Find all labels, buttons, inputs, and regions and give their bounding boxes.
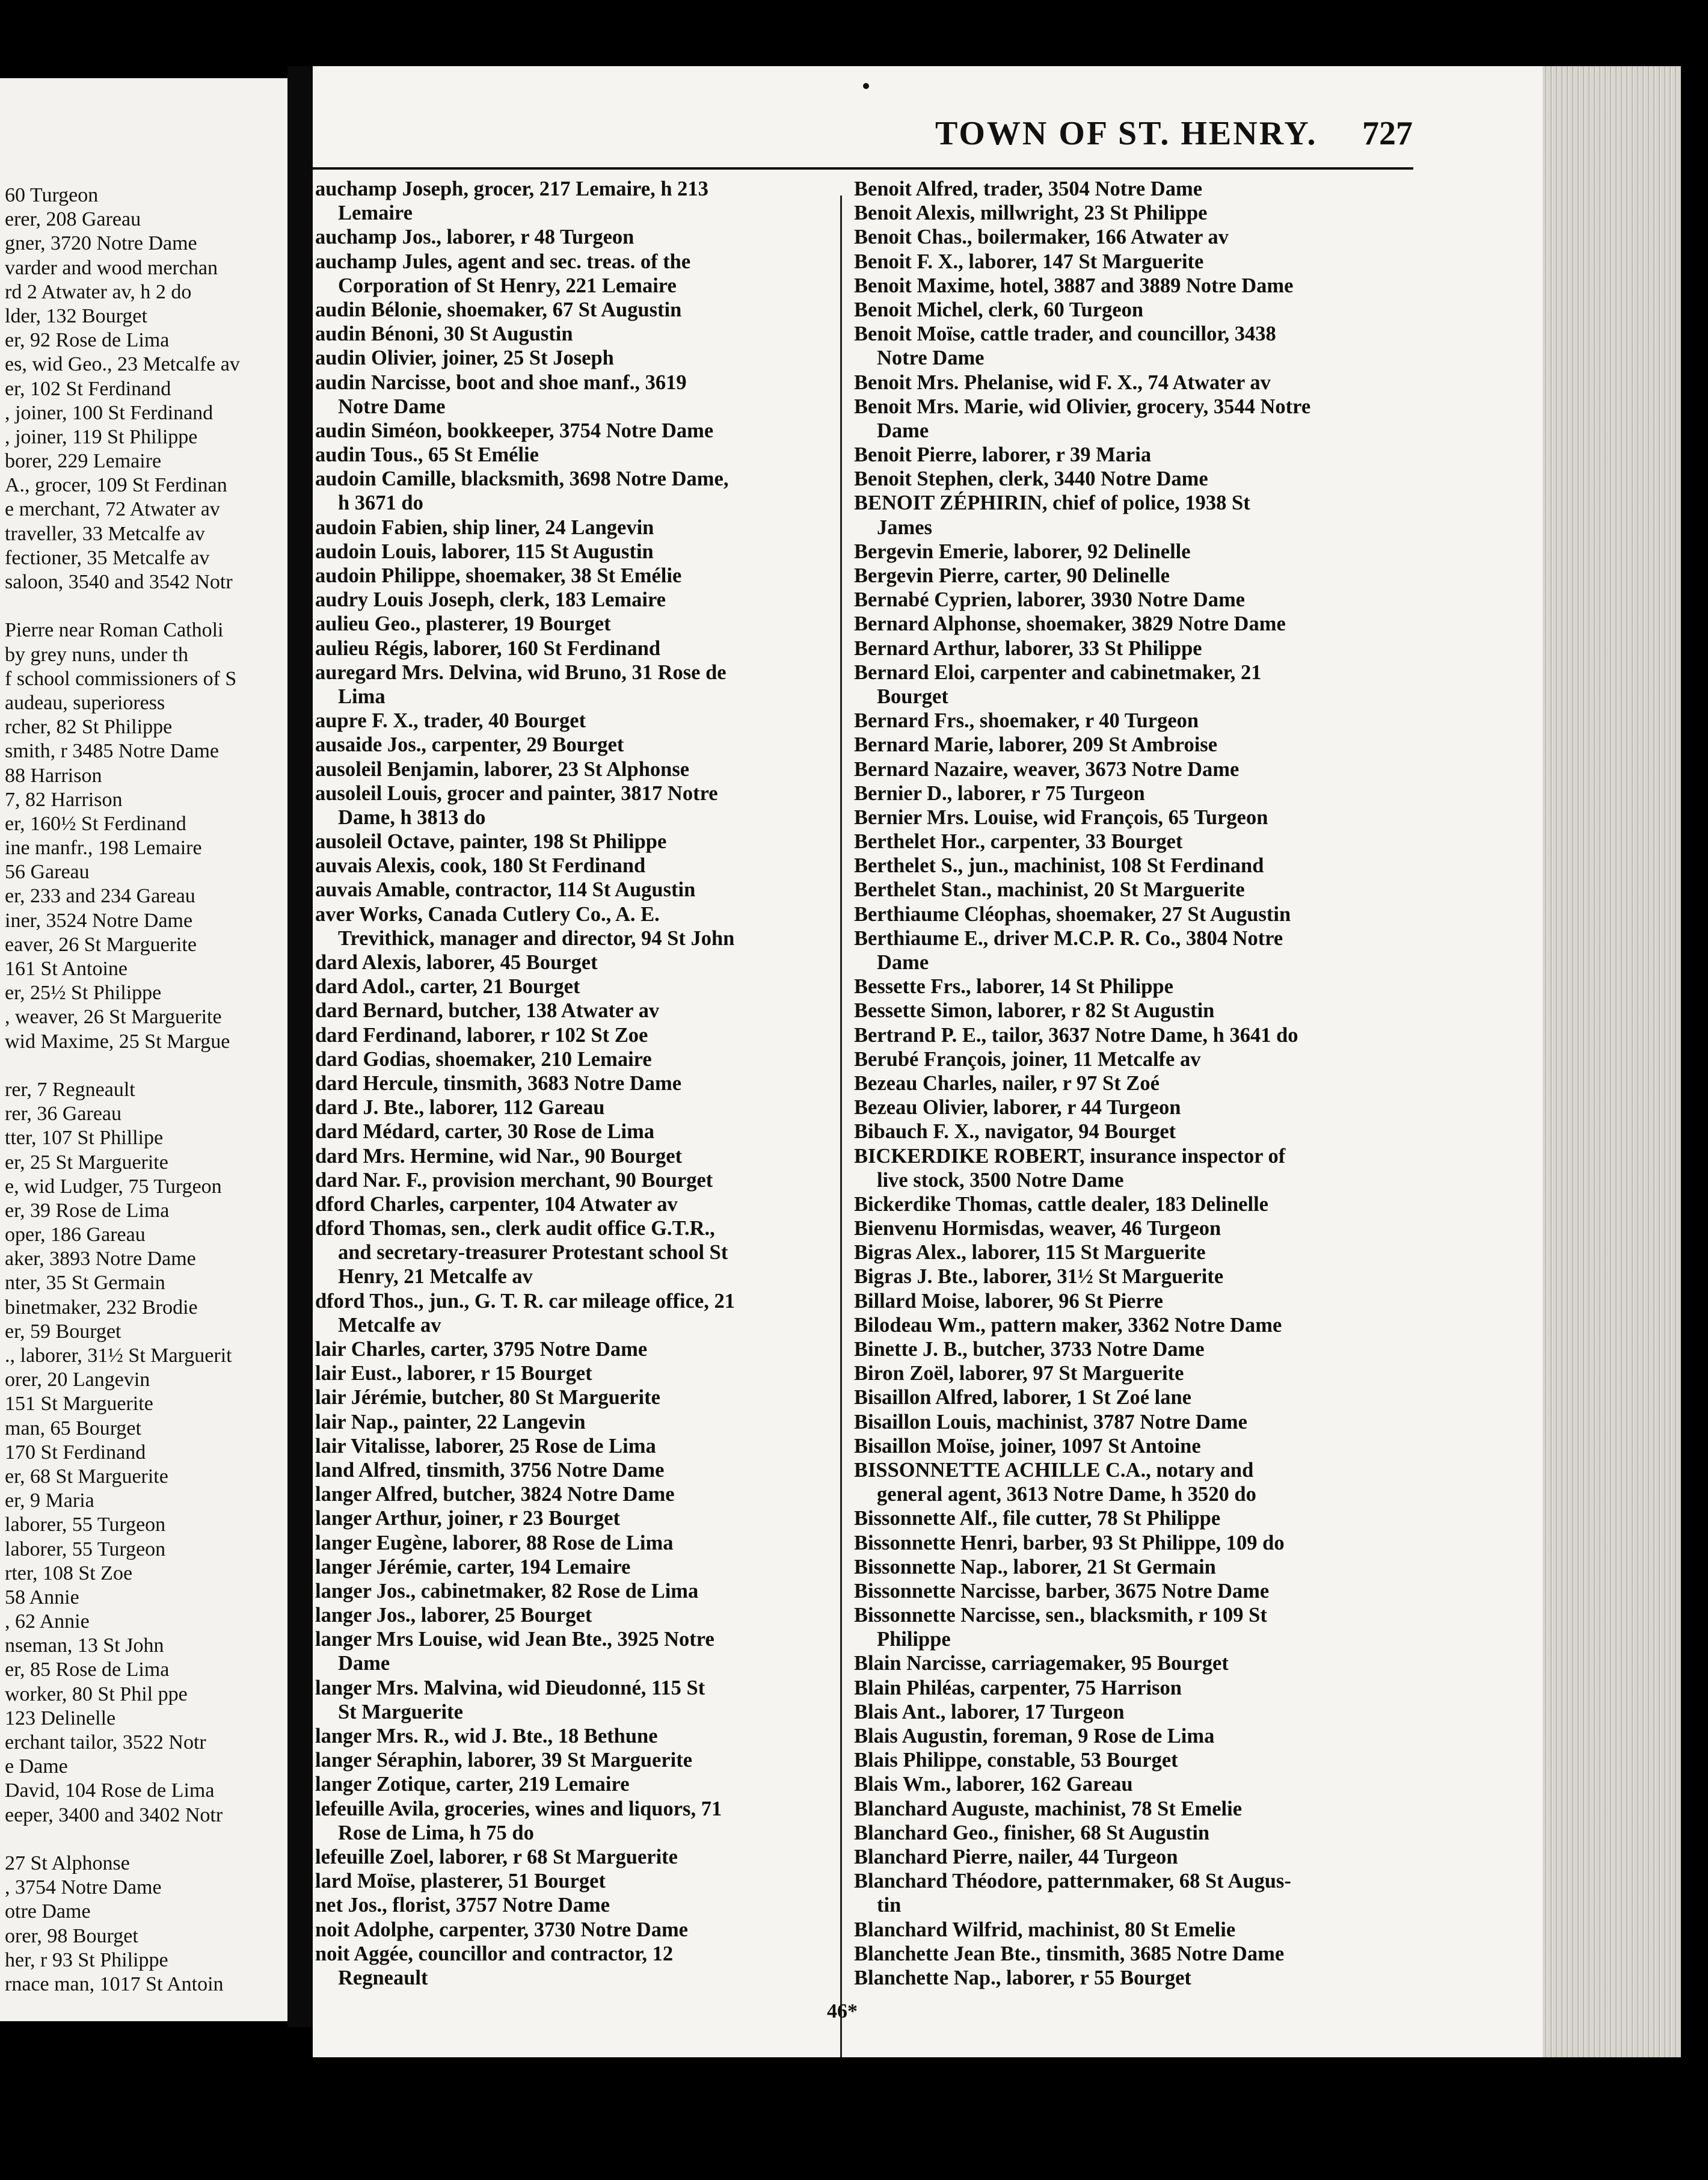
directory-entry-line: 60 Turgeon <box>5 184 99 206</box>
directory-entry-line: er, 59 Bourget <box>5 1320 121 1343</box>
directory-entry-line: laborer, 55 Turgeon <box>5 1513 166 1536</box>
directory-entry-line: er, 102 St Ferdinand <box>5 377 171 400</box>
directory-entry-line: lair Nap., painter, 22 Langevin <box>315 1410 586 1433</box>
directory-entry-line: Notre Dame <box>877 346 985 370</box>
directory-entry-line: Blanchard Auguste, machinist, 78 St Emelie <box>854 1797 1243 1820</box>
directory-entry-line: Benoit Pierre, laborer, r 39 Maria <box>854 443 1152 467</box>
directory-entry-line: A., grocer, 109 St Ferdinan <box>5 474 227 497</box>
directory-entry-line: tin <box>877 1894 902 1917</box>
directory-entry-line: Bernabé Cyprien, laborer, 3930 Notre Dame <box>854 588 1245 612</box>
directory-entry-line: gner, 3720 Notre Dame <box>5 232 197 255</box>
directory-entry-line: James <box>877 516 932 539</box>
directory-entry-line: audin Siméon, bookkeeper, 3754 Notre Dame <box>315 419 714 442</box>
directory-entry-line: eaver, 26 St Marguerite <box>5 933 197 956</box>
directory-entry-line: iner, 3524 Notre Dame <box>5 909 193 932</box>
directory-entry-line: Berthelet Hor., carpenter, 33 Bourget <box>854 830 1183 854</box>
print-dot <box>863 83 869 89</box>
directory-entry-line: Bernard Eloi, carpenter and cabinetmaker, 21 <box>854 660 1262 684</box>
directory-entry-line: Bessette Frs., laborer, 14 St Philippe <box>854 975 1173 999</box>
directory-entry-line: nter, 35 St Germain <box>5 1272 165 1295</box>
header-rule <box>313 167 1413 170</box>
directory-entry-line: Blanchette Nap., laborer, r 55 Bourget <box>854 1966 1191 1989</box>
directory-entry-line: aulieu Régis, laborer, 160 St Ferdinand <box>315 636 661 660</box>
directory-entry-line: orer, 20 Langevin <box>5 1369 150 1391</box>
directory-entry-line: dard Alexis, laborer, 45 Bourget <box>315 951 598 974</box>
directory-entry-line: e merchant, 72 Atwater av <box>5 498 220 521</box>
directory-entry-line: Lima <box>338 685 386 708</box>
directory-entry-line: langer Mrs. Malvina, wid Dieudonné, 115 St <box>315 1676 705 1699</box>
directory-entry-line: audin Olivier, joiner, 25 St Joseph <box>315 346 614 370</box>
directory-entry-line: langer Jos., cabinetmaker, 82 Rose de Lima <box>315 1579 699 1603</box>
directory-entry-line: er, 233 and 234 Gareau <box>5 885 195 908</box>
directory-entry-line: her, r 93 St Philippe <box>5 1948 168 1971</box>
directory-entry-line: Henry, 21 Metcalfe av <box>338 1265 533 1289</box>
directory-entry-line: Bissonnette Nap., laborer, 21 St Germain <box>854 1555 1216 1578</box>
directory-entry-line: auregard Mrs. Delvina, wid Bruno, 31 Rose de <box>315 660 727 684</box>
directory-entry-line: Pierre near Roman Catholi <box>5 619 224 642</box>
directory-entry-line: , joiner, 100 St Ferdinand <box>5 401 214 424</box>
directory-entry-line: f school commissioners of S <box>5 667 237 690</box>
directory-entry-line: langer Alfred, butcher, 3824 Notre Dame <box>315 1483 675 1506</box>
directory-entry-line: Bilodeau Wm., pattern maker, 3362 Notre Dame <box>854 1313 1282 1337</box>
directory-entry-line: 27 St Alphonse <box>5 1852 130 1874</box>
directory-entry-line: , 3754 Notre Dame <box>5 1876 162 1899</box>
directory-entry-line: dford Thos., jun., G. T. R. car mileage office, 21 <box>315 1289 735 1313</box>
directory-entry-line: er, 25½ St Philippe <box>5 982 162 1005</box>
directory-entry-line: Berthiaume Cléophas, shoemaker, 27 St Augustin <box>854 902 1291 926</box>
directory-entry-line: 88 Harrison <box>5 764 102 787</box>
directory-entry-line: Binette J. B., butcher, 3733 Notre Dame <box>854 1338 1205 1361</box>
directory-entry-line: smith, r 3485 Notre Dame <box>5 740 219 763</box>
directory-entry-line: Philippe <box>877 1628 951 1651</box>
directory-entry-line: Bergevin Emerie, laborer, 92 Delinelle <box>854 540 1191 563</box>
directory-entry-line: Blanchard Théodore, patternmaker, 68 St Augus- <box>854 1870 1291 1893</box>
directory-entry-line: audin Bélonie, shoemaker, 67 St Augustin <box>315 298 682 321</box>
directory-entry-line: auvais Amable, contractor, 114 St Augustin <box>315 878 696 902</box>
directory-entry-line: Benoit Alexis, millwright, 23 St Philippe <box>854 202 1208 225</box>
page-stack-edge <box>1543 66 1681 2057</box>
column-divider <box>840 196 842 2057</box>
directory-entry-line: otre Dame <box>5 1900 91 1923</box>
directory-entry-line: traveller, 33 Metcalfe av <box>5 522 205 545</box>
directory-entry-line: dard Médard, carter, 30 Rose de Lima <box>315 1120 655 1144</box>
directory-entry-line: Dame <box>338 1652 390 1675</box>
directory-entry-line: Regneault <box>338 1966 428 1989</box>
directory-entry-line: and secretary-treasurer Protestant school St <box>338 1241 728 1264</box>
directory-entry-line: langer Zotique, carter, 219 Lemaire <box>315 1773 630 1796</box>
directory-entry-line: Bibauch F. X., navigator, 94 Bourget <box>854 1120 1176 1144</box>
directory-entry-line: rter, 108 St Zoe <box>5 1562 133 1584</box>
directory-entry-line: e Dame <box>5 1755 68 1778</box>
directory-entry-line: varder and wood merchan <box>5 256 218 279</box>
directory-entry-line: Bissonnette Narcisse, sen., blacksmith, r 109 St <box>854 1604 1267 1627</box>
directory-entry-line: general agent, 3613 Notre Dame, h 3520 do <box>877 1483 1256 1506</box>
directory-entry-line: h 3671 do <box>338 491 423 515</box>
directory-entry-line: lair Vitalisse, laborer, 25 Rose de Lima <box>315 1434 656 1458</box>
directory-entry-line: BENOIT ZÉPHIRIN, chief of police, 1938 St <box>854 491 1250 515</box>
directory-entry-line: dard Hercule, tinsmith, 3683 Notre Dame <box>315 1071 682 1095</box>
left-page-column <box>5 183 287 1997</box>
directory-column-1 <box>315 177 844 1990</box>
directory-entry-line: erchant tailor, 3522 Notr <box>5 1731 206 1754</box>
directory-entry-line: , 62 Annie <box>5 1610 90 1633</box>
directory-entry-line: man, 65 Bourget <box>5 1417 141 1439</box>
directory-entry-line: Benoit Mrs. Phelanise, wid F. X., 74 Atwater av <box>854 371 1271 394</box>
directory-entry-line: Lemaire <box>338 202 413 225</box>
directory-entry-line: eeper, 3400 and 3402 Notr <box>5 1803 223 1826</box>
directory-entry-line: dard Ferdinand, laborer, r 102 St Zoe <box>315 1023 648 1047</box>
directory-entry-line: ausoleil Octave, painter, 198 St Philippe <box>315 830 667 854</box>
directory-entry-line: dard Nar. F., provision merchant, 90 Bourget <box>315 1168 713 1192</box>
directory-entry-line: Bernier Mrs. Louise, wid François, 65 Turgeon <box>854 805 1268 829</box>
directory-entry-line: , joiner, 119 St Philippe <box>5 425 198 448</box>
directory-entry-line: Bissonnette Narcisse, barber, 3675 Notre Dame <box>854 1579 1270 1603</box>
directory-entry-line: dford Thomas, sen., clerk audit office G.T.R., <box>315 1217 715 1240</box>
directory-entry-line: Benoit Moïse, cattle trader, and councillor, 3438 <box>854 322 1276 346</box>
directory-entry-line: audoin Louis, laborer, 115 St Augustin <box>315 540 654 563</box>
directory-entry-line: Blain Philéas, carpenter, 75 Harrison <box>854 1676 1182 1699</box>
directory-entry-line: Bezeau Charles, nailer, r 97 St Zoé <box>854 1071 1160 1095</box>
directory-entry-line: Notre Dame <box>338 395 446 418</box>
directory-entry-line: 58 Annie <box>5 1586 79 1609</box>
directory-entry-line: lair Eust., laborer, r 15 Bourget <box>315 1362 592 1385</box>
directory-entry-line: er, 39 Rose de Lima <box>5 1199 170 1222</box>
directory-entry-line: dard Mrs. Hermine, wid Nar., 90 Bourget <box>315 1144 683 1168</box>
directory-entry-line: Bernard Arthur, laborer, 33 St Philippe <box>854 636 1202 660</box>
directory-entry-line: audoin Fabien, ship liner, 24 Langevin <box>315 516 654 539</box>
directory-entry-line: 56 Gareau <box>5 861 90 884</box>
directory-entry-line: Berthelet S., jun., machinist, 108 St Ferdinand <box>854 854 1264 878</box>
page-title: TOWN OF ST. HENRY. <box>935 115 1318 152</box>
directory-page <box>313 66 1543 2057</box>
directory-entry-line: Dame <box>877 419 929 442</box>
directory-entry-line: audry Louis Joseph, clerk, 183 Lemaire <box>315 588 666 612</box>
directory-entry-line: land Alfred, tinsmith, 3756 Notre Dame <box>315 1458 665 1482</box>
directory-entry-line: ausaide Jos., carpenter, 29 Bourget <box>315 733 624 757</box>
directory-entry-line: audeau, superioress <box>5 691 165 714</box>
directory-entry-line: auvais Alexis, cook, 180 St Ferdinand <box>315 854 646 878</box>
directory-entry-line: auchamp Jos., laborer, r 48 Turgeon <box>315 226 634 249</box>
directory-entry-line: David, 104 Rose de Lima <box>5 1779 215 1802</box>
directory-entry-line: wid Maxime, 25 St Margue <box>5 1030 230 1053</box>
directory-column-2 <box>854 177 1461 1990</box>
directory-entry-line: er, 160½ St Ferdinand <box>5 812 186 835</box>
directory-entry-line: Benoit Chas., boilermaker, 166 Atwater av <box>854 226 1229 249</box>
directory-entry-line: er, 25 St Marguerite <box>5 1151 168 1174</box>
directory-entry-line: fectioner, 35 Metcalfe av <box>5 546 210 569</box>
directory-entry-line: BISSONNETTE ACHILLE C.A., notary and <box>854 1458 1254 1482</box>
directory-entry-line: auchamp Joseph, grocer, 217 Lemaire, h 213 <box>315 177 708 200</box>
directory-entry-line: audin Tous., 65 St Emélie <box>315 443 539 467</box>
directory-entry-line: er, 68 St Marguerite <box>5 1465 168 1488</box>
directory-entry-line: dard Godias, shoemaker, 210 Lemaire <box>315 1047 652 1071</box>
directory-entry-line: Benoit Maxime, hotel, 3887 and 3889 Notre Dame <box>854 274 1294 297</box>
directory-entry-line: Berubé François, joiner, 11 Metcalfe av <box>854 1047 1201 1071</box>
directory-entry-line: Dame <box>877 951 929 974</box>
directory-entry-line: Dame, h 3813 do <box>338 805 486 829</box>
directory-entry-line: , weaver, 26 St Marguerite <box>5 1006 222 1029</box>
directory-entry-line: e, wid Ludger, 75 Turgeon <box>5 1175 222 1198</box>
directory-entry-line: langer Jérémie, carter, 194 Lemaire <box>315 1555 631 1578</box>
directory-entry-line: aver Works, Canada Cutlery Co., A. E. <box>315 902 660 926</box>
directory-entry-line: Blanchard Wilfrid, machinist, 80 St Emelie <box>854 1918 1236 1941</box>
directory-entry-line: er, 9 Maria <box>5 1489 94 1512</box>
directory-entry-line: laborer, 55 Turgeon <box>5 1538 166 1560</box>
directory-entry-line: Bertrand P. E., tailor, 3637 Notre Dame, h 3641 do <box>854 1023 1298 1047</box>
directory-entry-line: oper, 186 Gareau <box>5 1224 146 1246</box>
book-gutter <box>287 66 313 2027</box>
directory-entry-line: worker, 80 St Phil ppe <box>5 1683 188 1705</box>
directory-entry-line: Bernard Frs., shoemaker, r 40 Turgeon <box>854 709 1199 733</box>
directory-entry-line: saloon, 3540 and 3542 Notr <box>5 571 233 593</box>
directory-entry-line: Blais Ant., laborer, 17 Turgeon <box>854 1700 1125 1723</box>
directory-entry-line: Rose de Lima, h 75 do <box>338 1821 534 1844</box>
page-number: 727 <box>1362 115 1413 152</box>
directory-entry-line: es, wid Geo., 23 Metcalfe av <box>5 353 240 376</box>
directory-entry-line: erer, 208 Gareau <box>5 208 141 231</box>
directory-entry-line: Bernier D., laborer, r 75 Turgeon <box>854 781 1145 805</box>
directory-entry-line: 7, 82 Harrison <box>5 788 123 811</box>
directory-entry-line: orer, 98 Bourget <box>5 1924 138 1947</box>
directory-entry-line: er, 92 Rose de Lima <box>5 329 170 352</box>
directory-entry-line: Benoit Stephen, clerk, 3440 Notre Dame <box>854 467 1208 491</box>
directory-entry-line: 170 St Ferdinand <box>5 1441 146 1464</box>
directory-entry-line: Blanchette Jean Bte., tinsmith, 3685 Notre Dame <box>854 1942 1285 1965</box>
directory-entry-line: dford Charles, carpenter, 104 Atwater av <box>315 1192 678 1216</box>
directory-entry-line: langer Jos., laborer, 25 Bourget <box>315 1604 592 1627</box>
directory-entry-line: lder, 132 Bourget <box>5 304 147 327</box>
directory-entry-line: rer, 7 Regneault <box>5 1078 135 1101</box>
directory-entry-line <box>5 594 287 618</box>
directory-entry-line: Trevithick, manager and director, 94 St John <box>338 926 735 950</box>
directory-entry-line: lair Jérémie, butcher, 80 St Marguerite <box>315 1386 660 1409</box>
directory-entry-line: audoin Philippe, shoemaker, 38 St Emélie <box>315 564 682 587</box>
directory-entry-line: nseman, 13 St John <box>5 1634 164 1657</box>
directory-entry-line: 161 St Antoine <box>5 958 128 980</box>
directory-entry-line: ., laborer, 31½ St Marguerit <box>5 1344 232 1367</box>
directory-entry-line: aupre F. X., trader, 40 Bourget <box>315 709 586 733</box>
directory-entry-line: Billard Moise, laborer, 96 St Pierre <box>854 1289 1163 1313</box>
directory-entry-line <box>5 1054 287 1078</box>
directory-entry-line: Benoit Mrs. Marie, wid Olivier, grocery, 3544 Notre <box>854 395 1311 418</box>
directory-entry-line: audin Bénoni, 30 St Augustin <box>315 322 573 346</box>
directory-entry-line: Bessette Simon, laborer, r 82 St Augustin <box>854 999 1215 1023</box>
directory-entry-line: langer Séraphin, laborer, 39 St Marguerite <box>315 1749 693 1772</box>
directory-entry-line: noit Adolphe, carpenter, 3730 Notre Dame <box>315 1918 688 1941</box>
directory-entry-line: Bissonnette Alf., file cutter, 78 St Philippe <box>854 1507 1221 1530</box>
directory-entry-line: Blanchard Pierre, nailer, 44 Turgeon <box>854 1845 1178 1868</box>
directory-entry-line: langer Arthur, joiner, r 23 Bourget <box>315 1507 620 1530</box>
left-page-fragment <box>0 78 287 2021</box>
directory-entry-line: Berthelet Stan., machinist, 20 St Marguerite <box>854 878 1245 902</box>
signature-mark: 46* <box>827 2000 858 2022</box>
directory-entry-line: Benoit Michel, clerk, 60 Turgeon <box>854 298 1144 321</box>
directory-entry-line: Metcalfe av <box>338 1313 441 1337</box>
directory-entry-line: Corporation of St Henry, 221 Lemaire <box>338 274 677 297</box>
directory-entry-line: 123 Delinelle <box>5 1707 116 1729</box>
directory-entry-line: Biron Zoël, laborer, 97 St Marguerite <box>854 1362 1184 1385</box>
directory-entry-line: rnace man, 1017 St Antoin <box>5 1972 224 1995</box>
directory-entry-line: rd 2 Atwater av, h 2 do <box>5 280 192 303</box>
directory-entry-line: binetmaker, 232 Brodie <box>5 1296 198 1319</box>
directory-entry-line: aker, 3893 Notre Dame <box>5 1248 196 1270</box>
directory-entry-line: Bisaillon Moïse, joiner, 1097 St Antoine <box>854 1434 1201 1458</box>
directory-entry-line: Bezeau Olivier, laborer, r 44 Turgeon <box>854 1096 1181 1119</box>
directory-entry-line: lard Moïse, plasterer, 51 Bourget <box>315 1870 606 1893</box>
directory-entry-line: Blais Philippe, constable, 53 Bourget <box>854 1749 1178 1772</box>
directory-entry-line: 151 St Marguerite <box>5 1393 153 1415</box>
directory-entry-line: Bickerdike Thomas, cattle dealer, 183 Delinelle <box>854 1192 1268 1216</box>
directory-entry-line: Bisaillon Louis, machinist, 3787 Notre Dame <box>854 1410 1247 1433</box>
directory-entry-line: er, 85 Rose de Lima <box>5 1658 170 1681</box>
directory-entry-line: Bergevin Pierre, carter, 90 Delinelle <box>854 564 1170 587</box>
directory-entry-line: aulieu Geo., plasterer, 19 Bourget <box>315 612 611 636</box>
directory-entry-line: ausoleil Benjamin, laborer, 23 St Alphonse <box>315 757 690 781</box>
directory-entry-line: by grey nuns, under th <box>5 643 189 666</box>
directory-entry-line: dard Bernard, butcher, 138 Atwater av <box>315 999 660 1023</box>
directory-entry-line: noit Aggée, councillor and contractor, 12 <box>315 1942 674 1965</box>
directory-entry-line: dard Adol., carter, 21 Bourget <box>315 975 580 999</box>
directory-entry-line: audoin Camille, blacksmith, 3698 Notre Dame, <box>315 467 729 491</box>
directory-entry-line: Bourget <box>877 685 948 708</box>
directory-entry-line: Bisaillon Alfred, laborer, 1 St Zoé lane <box>854 1386 1191 1409</box>
directory-entry-line: Blais Wm., laborer, 162 Gareau <box>854 1773 1133 1796</box>
directory-entry-line: rcher, 82 St Philippe <box>5 716 173 739</box>
directory-entry-line: Blanchard Geo., finisher, 68 St Augustin <box>854 1821 1210 1844</box>
directory-entry-line: Blain Narcisse, carriagemaker, 95 Bourget <box>854 1652 1229 1675</box>
directory-entry-line <box>5 1827 287 1852</box>
directory-entry-line: Benoit Alfred, trader, 3504 Notre Dame <box>854 177 1203 200</box>
directory-entry-line: dard J. Bte., laborer, 112 Gareau <box>315 1096 605 1119</box>
directory-entry-line: lefeuille Avila, groceries, wines and liquors, 71 <box>315 1797 722 1820</box>
directory-entry-line: net Jos., florist, 3757 Notre Dame <box>315 1894 610 1917</box>
directory-entry-line: auchamp Jules, agent and sec. treas. of the <box>315 250 691 273</box>
directory-entry-line: langer Mrs. R., wid J. Bte., 18 Bethune <box>315 1725 658 1747</box>
directory-entry-line: St Marguerite <box>338 1700 463 1723</box>
directory-entry-line: audin Narcisse, boot and shoe manf., 3619 <box>315 371 687 394</box>
directory-entry-line: langer Mrs Louise, wid Jean Bte., 3925 Notre <box>315 1628 714 1651</box>
directory-entry-line: Berthiaume E., driver M.C.P. R. Co., 3804 Notre <box>854 926 1283 950</box>
directory-entry-line: Bernard Marie, laborer, 209 St Ambroise <box>854 733 1218 757</box>
directory-entry-line: borer, 229 Lemaire <box>5 450 162 473</box>
directory-entry-line: Bigras Alex., laborer, 115 St Marguerite <box>854 1241 1206 1264</box>
directory-entry-line: BICKERDIKE ROBERT, insurance inspector of <box>854 1144 1286 1168</box>
directory-entry-line: tter, 107 St Phillipe <box>5 1127 164 1150</box>
directory-entry-line: langer Eugène, laborer, 88 Rose de Lima <box>315 1531 674 1554</box>
directory-entry-line: ausoleil Louis, grocer and painter, 3817 Notre <box>315 781 718 805</box>
directory-entry-line: ine manfr., 198 Lemaire <box>5 837 202 860</box>
directory-entry-line: rer, 36 Gareau <box>5 1103 122 1125</box>
directory-entry-line: Benoit F. X., laborer, 147 St Marguerite <box>854 250 1204 273</box>
directory-entry-line: Bissonnette Henri, barber, 93 St Philippe, 109 do <box>854 1531 1285 1554</box>
directory-entry-line: lair Charles, carter, 3795 Notre Dame <box>315 1338 648 1361</box>
directory-entry-line: live stock, 3500 Notre Dame <box>877 1168 1124 1192</box>
directory-entry-line: lefeuille Zoel, laborer, r 68 St Marguerite <box>315 1845 678 1868</box>
directory-entry-line: Bernard Nazaire, weaver, 3673 Notre Dame <box>854 757 1240 781</box>
directory-entry-line: Bernard Alphonse, shoemaker, 3829 Notre Dame <box>854 612 1286 636</box>
directory-entry-line: Blais Augustin, foreman, 9 Rose de Lima <box>854 1725 1215 1747</box>
directory-entry-line: Bienvenu Hormisdas, weaver, 46 Turgeon <box>854 1217 1221 1240</box>
directory-entry-line: Bigras J. Bte., laborer, 31½ St Marguerite <box>854 1265 1224 1289</box>
